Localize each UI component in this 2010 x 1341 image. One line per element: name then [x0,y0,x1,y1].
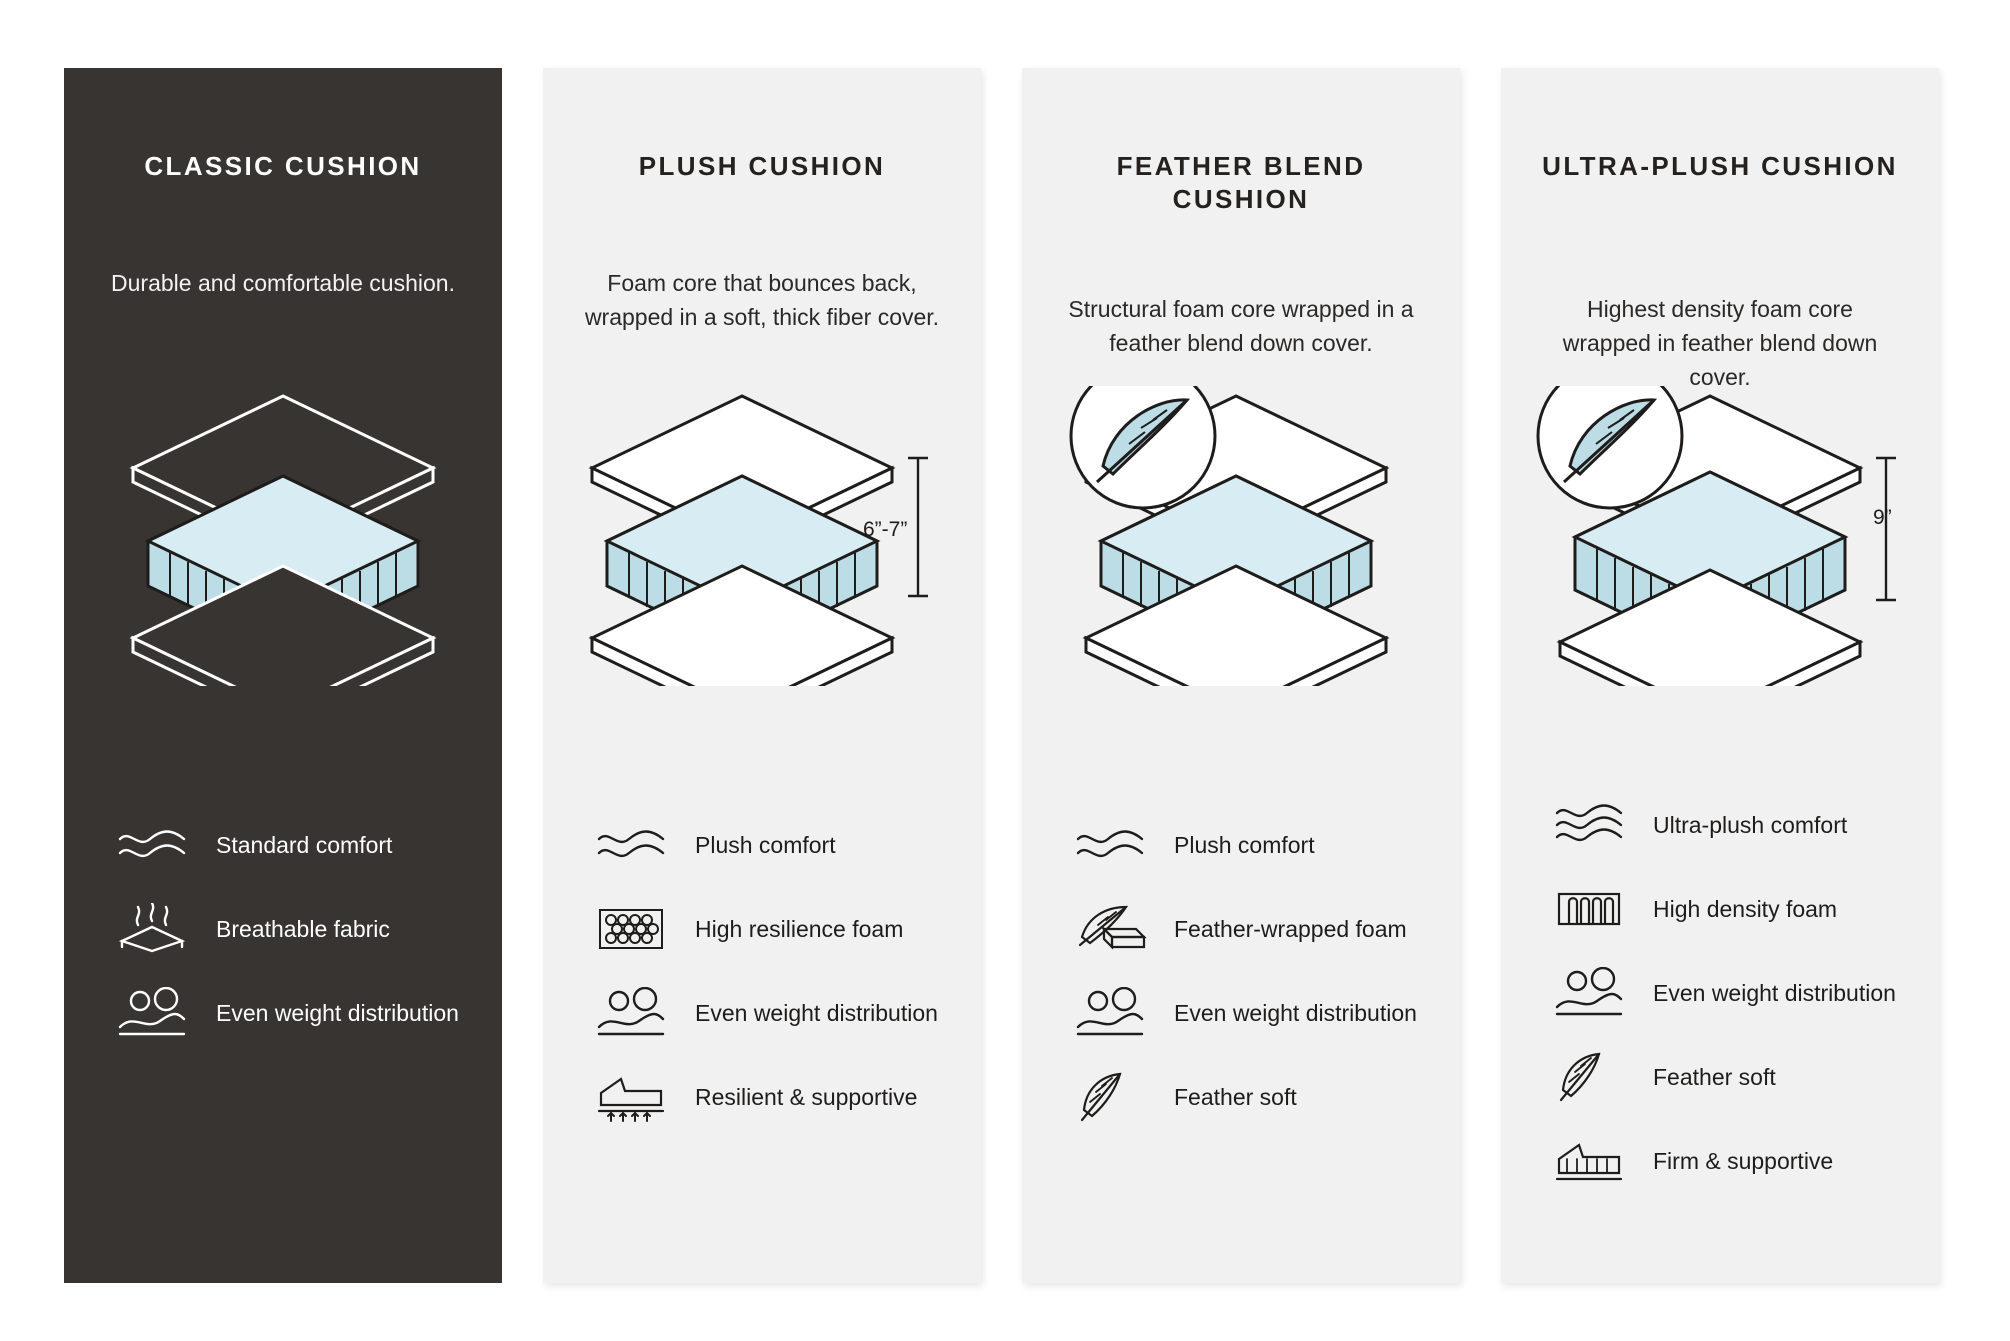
feature-label: Breathable fabric [216,916,390,942]
cushion-layers-illustration-plush [543,386,981,686]
cushion-layers-illustration-ultra-plush [1501,386,1939,686]
card-description: Structural foam core wrapped in a feather blend down cover. [1068,296,1414,356]
feature-item [1553,956,1909,1030]
feature-item [1553,1124,1909,1198]
even-weight-icon [595,987,673,1039]
feature-item [116,892,472,966]
card-title: PLUSH CUSHION [638,151,886,181]
card-description: Foam core that bounces back, wrapped in a soft, thick fiber cover. [584,270,940,330]
feather-icon [1553,1050,1631,1104]
feature-item [1074,808,1430,882]
feature-item [1553,788,1909,862]
dimension-label: 6”-7” [863,518,908,541]
feature-label: Resilient & supportive [695,1084,918,1110]
feather-wrapped-foam-icon [1074,903,1152,955]
feature-label: Firm & supportive [1653,1148,1834,1174]
resilient-support-icon [595,1071,673,1123]
feature-label: Even weight distribution [1174,1000,1417,1026]
breathable-fabric-icon [116,903,194,955]
feature-item [595,892,951,966]
wave-comfort-icon [116,827,194,863]
feather-icon [1074,1070,1152,1124]
feature-item [116,976,472,1050]
feature-label: Ultra-plush comfort [1653,812,1848,838]
feature-list-plush [595,808,951,1144]
dimension-label: 9” [1873,506,1892,529]
feature-label: Feather-wrapped foam [1174,916,1407,942]
even-weight-icon [1553,967,1631,1019]
card-title: ULTRA-PLUSH CUSHION [1542,151,1898,181]
feature-list-feather-blend [1074,808,1430,1144]
feature-label: High resilience foam [695,916,904,942]
card-description: Highest density foam core wrapped in feather blend down cover. [1562,296,1878,390]
card-title: FEATHER BLEND CUSHION [1116,151,1366,214]
card-classic-cushion [64,68,502,1283]
feature-label: Plush comfort [695,832,836,858]
wave-comfort-icon [595,827,673,863]
feature-label: Even weight distribution [1653,980,1896,1006]
card-plush-cushion [543,68,981,1283]
feature-label: Feather soft [1653,1064,1776,1090]
card-ultra-plush-cushion [1501,68,1939,1283]
card-description: Durable and comfortable cushion. [111,270,455,296]
feature-label: Even weight distribution [216,1000,459,1026]
high-density-foam-icon [1553,886,1631,932]
feature-label: Feather soft [1174,1084,1297,1110]
feature-item [595,1060,951,1134]
feature-item [595,976,951,1050]
feature-item [1553,1040,1909,1114]
even-weight-icon [116,987,194,1039]
card-feather-blend-cushion [1022,68,1460,1283]
dimension-bracket [908,458,928,596]
even-weight-icon [1074,987,1152,1039]
feature-label: Even weight distribution [695,1000,938,1026]
feature-item [116,808,472,882]
cards-row [64,68,1939,1283]
wave-comfort-icon [1074,827,1152,863]
cushion-layers-illustration-feather-blend [1022,386,1460,686]
feature-item [1074,892,1430,966]
feature-item [1074,1060,1430,1134]
card-title: CLASSIC CUSHION [144,151,422,181]
feature-item [1074,976,1430,1050]
feature-item [1553,872,1909,946]
feature-label: Standard comfort [216,832,393,858]
feature-label: High density foam [1653,896,1838,922]
wave-comfort-icon [1553,803,1631,847]
honeycomb-foam-icon [595,904,673,954]
feature-list-classic [116,808,472,1060]
feature-label: Plush comfort [1174,832,1315,858]
cushion-layers-illustration-classic [64,386,502,686]
feature-item [595,808,951,882]
feature-list-ultra-plush [1553,788,1909,1208]
firm-support-icon [1553,1135,1631,1187]
